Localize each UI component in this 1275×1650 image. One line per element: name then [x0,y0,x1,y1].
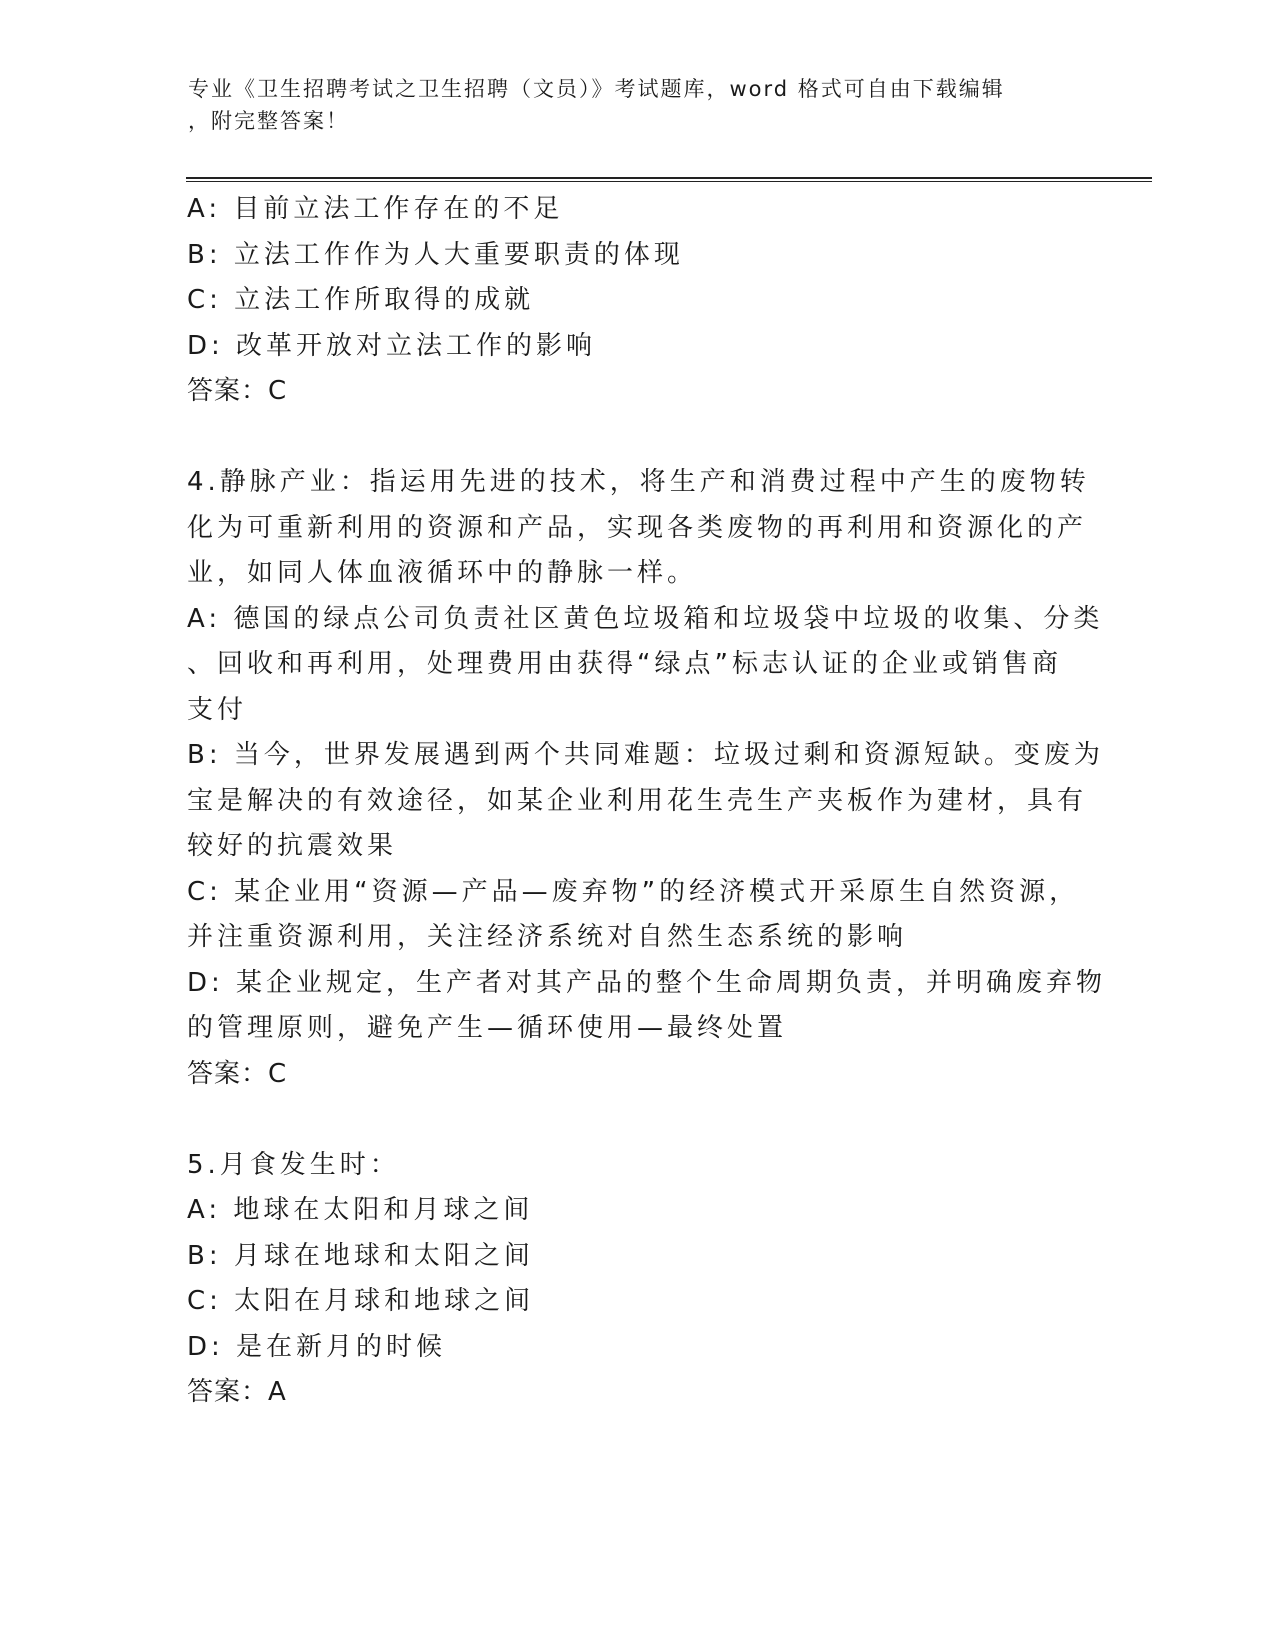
q4-option-b-line: 较好的抗震效果 [187,831,398,861]
question-content [187,187,1107,1416]
q4-option-d-line: D: 某企业规定，生产者对其产品的整个生命周期负责，并明确废弃物 [187,967,1107,998]
q4-question-line: 业，如同人体血液循环中的静脉一样。 [187,558,698,588]
q5-option-b: B: 月球在地球和太阳之间 [187,1240,534,1271]
q4-question-line: 4.静脉产业：指运用先进的技术，将生产和消费过程中产生的废物转 [187,467,1090,497]
q4-option-a-line: 支付 [187,694,248,725]
spacer [187,1097,1087,1143]
question-5 [187,1143,1087,1416]
q4-option-b-line: B: 当今，世界发展遇到两个共同难题：垃圾过剩和资源短缺。变废为 [187,740,1104,770]
header-divider-thin [186,181,1152,182]
q5-option-c: C: 太阳在月球和地球之间 [187,1286,535,1316]
q4-option-c-line: 并注重资源利用，关注经济系统对自然生态系统的影响 [187,922,908,952]
q3-option-d: D: 改革开放对立法工作的影响 [187,330,597,361]
spacer [187,415,1087,461]
q4-option-c-line: C: 某企业用“资源—产品—废弃物”的经济模式开采原生自然资源， [187,876,1080,907]
q3-option-b: B: 立法工作作为人大重要职责的体现 [187,239,684,270]
q5-answer: 答案：A [187,1377,287,1407]
header-divider-thick [186,177,1152,179]
header-line-1: 专业《卫生招聘考试之卫生招聘（文员）》考试题库，word 格式可自由下载编辑 [188,77,1005,101]
q3-answer: 答案：C [187,376,288,406]
q5-question: 5.月食发生时： [187,1149,400,1180]
q3-option-c: C: 立法工作所取得的成就 [187,285,535,315]
q4-option-b-line: 宝是解决的有效途径，如某企业利用花生壳生产夹板作为建材，具有 [187,785,1088,816]
q4-option-a-line: A: 德国的绿点公司负责社区黄色垃圾箱和垃圾袋中垃圾的收集、分类 [187,603,1104,634]
document-header [188,73,1068,137]
q3-option-a: A: 目前立法工作存在的不足 [187,194,564,224]
question-3 [187,187,1087,415]
q5-option-a: A: 地球在太阳和月球之间 [187,1195,534,1225]
q4-answer: 答案：C [187,1058,288,1089]
question-4 [187,460,1107,1097]
q4-question-line: 化为可重新利用的资源和产品，实现各类废物的再利用和资源化的产 [187,512,1088,543]
q5-option-d: D: 是在新月的时候 [187,1331,447,1362]
q4-option-d-line: 的管理原则，避免产生—循环使用—最终处置 [187,1013,788,1043]
q4-option-a-line: 、回收和再利用，处理费用由获得“绿点”标志认证的企业或销售商 [187,649,1062,679]
header-line-2: ，附完整答案！ [188,109,349,133]
